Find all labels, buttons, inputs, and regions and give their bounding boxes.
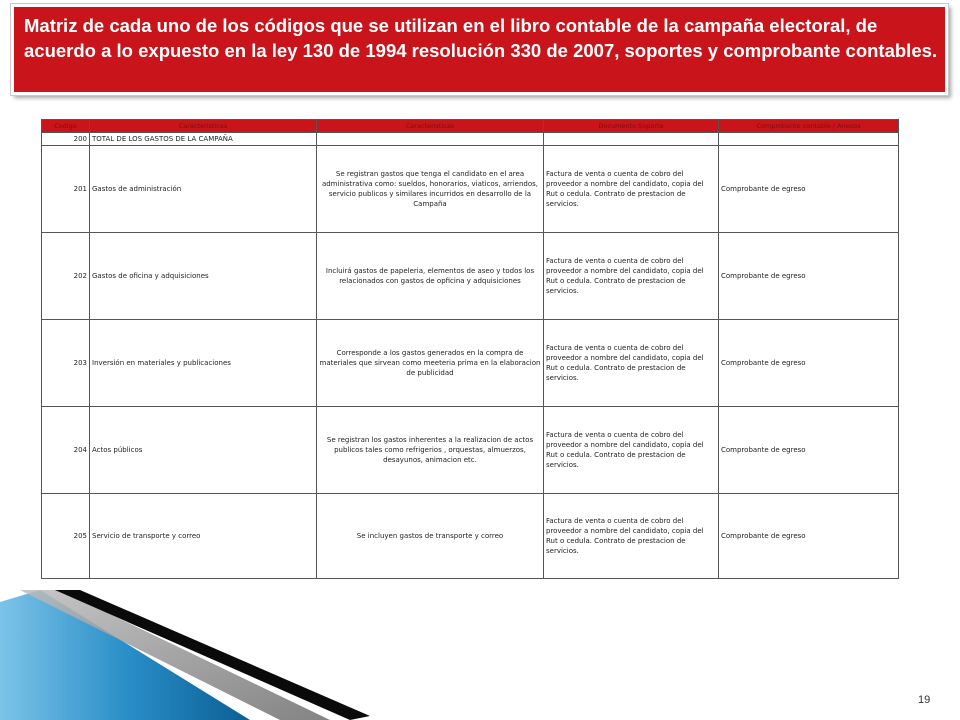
cell-voucher: Comprobante de egreso: [719, 146, 899, 233]
cell-name: Gastos de administración: [90, 146, 317, 233]
cell-description: Se registran gastos que tenga el candidato en el area administrativa como: sueldos, honorarios, viaticos, arriendos, servicio publicos y similares incurridos en desarrollo de la Campaña: [317, 146, 544, 233]
cell-support: Factura de venta o cuenta de cobro del proveedor a nombre del candidato, copia del Rut o cedula. Contrato de prestacion de servicios.: [544, 494, 719, 579]
table-row: [42, 146, 899, 233]
cell-support: Factura de venta o cuenta de cobro del proveedor a nombre del candidato, copia del Rut o cedula. Contrato de prestacion de servicios.: [544, 320, 719, 407]
cell-description: Corresponde a los gastos generados en la compra de materiales que sirvean como meeteria prima en la elaboracion de publicidad: [317, 320, 544, 407]
cell-total-label: TOTAL DE LOS GASTOS DE LA CAMPAÑA: [90, 133, 317, 146]
cell-voucher: Comprobante de egreso: [719, 407, 899, 494]
cell-code: 200: [42, 133, 90, 146]
cell-empty: [317, 133, 544, 146]
cell-description: Incluirá gastos de papeleria, elementos de aseo y todos los relacionados con gastos de opficina y adquisiciones: [317, 233, 544, 320]
cell-empty: [544, 133, 719, 146]
cell-code: 205: [42, 494, 90, 579]
header-caracteristicas-1: Caracteristicas: [90, 120, 317, 133]
slide-title: Matriz de cada uno de los códigos que se utilizan en el libro contable de la campaña electoral, de acuerdo a lo expuesto en la ley 130 de 1994 resolución 330 de 2007, soportes y comprobante contables.: [24, 15, 938, 61]
codes-matrix-table: [41, 119, 899, 579]
header-codigo: Codigo: [42, 120, 90, 133]
decorative-corner-graphic: [0, 590, 380, 720]
table-row-total: [42, 133, 899, 146]
cell-support: Factura de venta o cuenta de cobro del proveedor a nombre del candidato, copia del Rut o cedula. Contrato de prestacion de servicios.: [544, 233, 719, 320]
header-documento-soporte: Documento Soporte: [544, 120, 719, 133]
cell-support: Factura de venta o cuenta de cobro del proveedor a nombre del candidato, copia del Rut o cedula. Contrato de prestacion de servicios.: [544, 407, 719, 494]
title-banner: [11, 4, 948, 95]
table-row: [42, 320, 899, 407]
cell-name: Gastos de oficina y adquisiciones: [90, 233, 317, 320]
cell-code: 203: [42, 320, 90, 407]
cell-voucher: Comprobante de egreso: [719, 233, 899, 320]
table-row: [42, 233, 899, 320]
cell-name: Servicio de transporte y correo: [90, 494, 317, 579]
header-comprobante: Comprobante contable / Anexos: [719, 120, 899, 133]
cell-name: Inversión en materiales y publicaciones: [90, 320, 317, 407]
page-number: 19: [918, 694, 931, 706]
cell-support: Factura de venta o cuenta de cobro del proveedor a nombre del candidato, copia del Rut o cedula. Contrato de prestacion de servicios.: [544, 146, 719, 233]
cell-empty: [719, 133, 899, 146]
cell-code: 204: [42, 407, 90, 494]
cell-description: Se incluyen gastos de transporte y correo: [317, 494, 544, 579]
cell-code: 202: [42, 233, 90, 320]
table-row: [42, 494, 899, 579]
cell-code: 201: [42, 146, 90, 233]
header-caracteristicas-2: Caracteristicas: [317, 120, 544, 133]
cell-voucher: Comprobante de egreso: [719, 320, 899, 407]
cell-description: Se registran los gastos inherentes a la realizacion de actos publicos tales como refrigerios , orquestas, almuerzos, desayunos, animacion etc.: [317, 407, 544, 494]
cell-name: Actos públicos: [90, 407, 317, 494]
table-header-row: [42, 120, 899, 133]
cell-voucher: Comprobante de egreso: [719, 494, 899, 579]
table-row: [42, 407, 899, 494]
